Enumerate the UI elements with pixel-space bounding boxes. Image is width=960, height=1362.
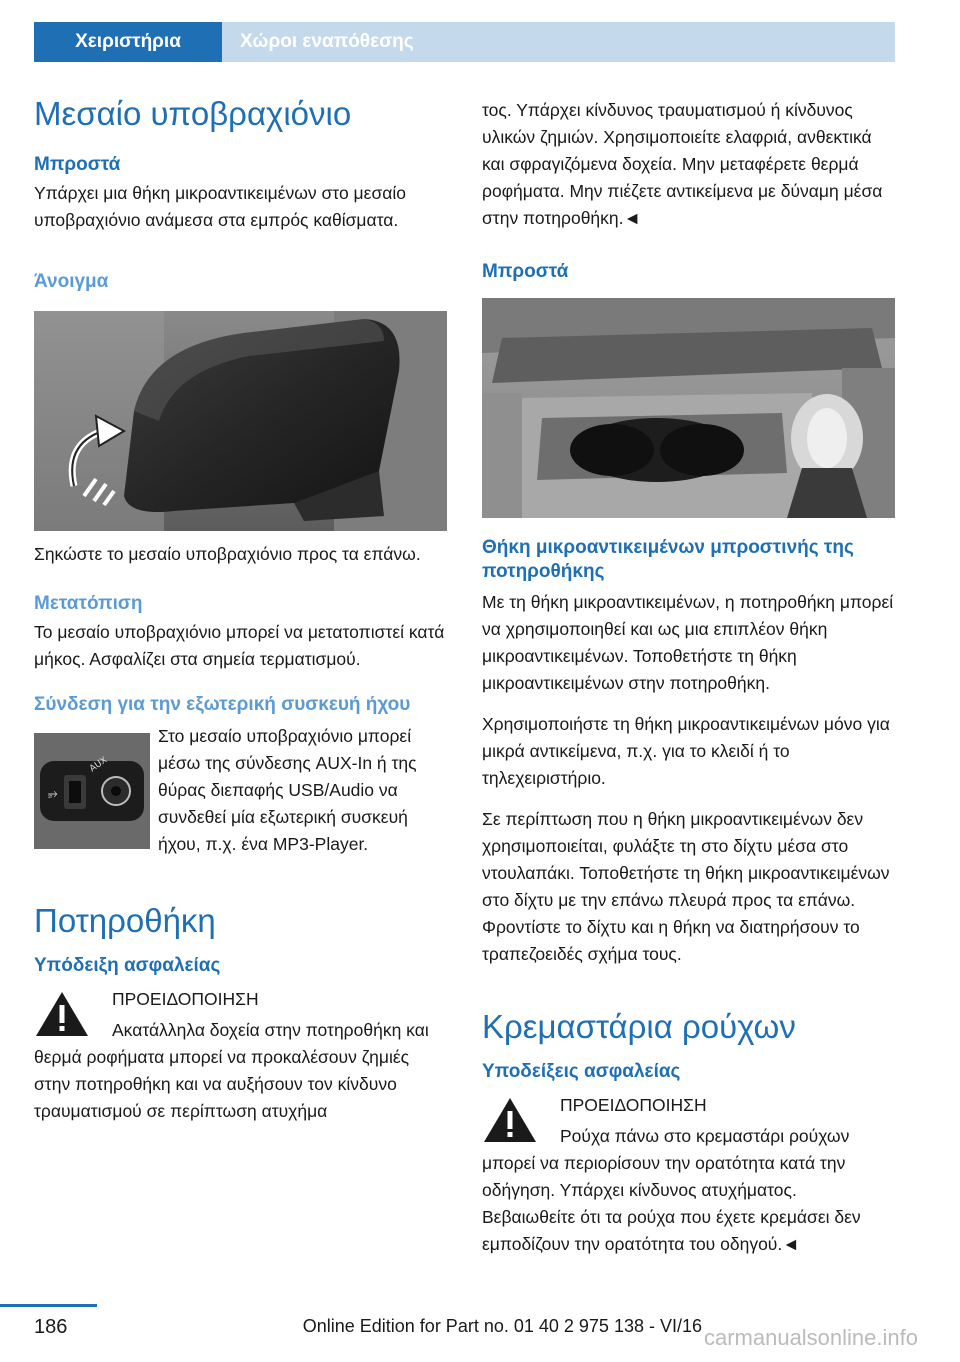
- aux-label: AUX: [88, 755, 110, 775]
- warning-label-hooks: ΠΡΟΕΙΔΟΠΟΙΗΣΗ: [560, 1094, 707, 1115]
- heading-front: Μπροστά: [34, 153, 121, 175]
- footer-rule: [0, 1304, 97, 1307]
- tray-text-1: Με τη θήκη μικροαντικειμένων, η ποτηροθήκη μπορεί να χρησιμοποιηθεί και ως μια επιπλέον θήκη μικροαντικειμένων. Τοποθετήστε τη θήκη μικροαντικειμένων στην ποτηροθήκη.: [482, 592, 894, 694]
- section-title-cupholder: Ποτηροθήκη: [34, 901, 216, 939]
- aux-text: Στο μεσαίο υποβραχιόνιο μπορεί μέσω της σύνδεσης AUX-In ή της θύρας διεπαφής USB/Audio να συνδεθεί μία εξωτερική συσκευή ήχου, π.χ. ένα MP3-Player.: [158, 725, 417, 854]
- aux-block: [34, 723, 447, 872]
- section-title-armrest: Μεσαίο υποβραχιόνιο: [34, 95, 352, 132]
- shift-text: Το μεσαίο υποβραχιόνιο μπορεί να μετατοπιστεί κατά μήκος. Ασφαλίζει στα σημεία τερματισμού.: [34, 622, 445, 670]
- armrest-photo: [34, 311, 447, 531]
- warning-text-hooks: Ρούχα πάνω στο κρεμαστάρι ρούχων μπορεί να περιορίσουν την ορατότητα κατά την οδήγηση. Υπάρχει κίνδυνος ατυχήματος. Βεβαιωθείτε ότι τα ρούχα που έχετε κρεμάσει δεν εμποδίζουν την ορατότητα του οδηγού.◄: [482, 1125, 861, 1254]
- tray-text-3: Σε περίπτωση που η θήκη μικροαντικειμένων δεν χρησιμοποιείται, φυλάξτε τη στο δίχτυ μέσα στο ντουλαπάκι. Τοποθετήστε τη θήκη μικροαντικειμένων στο δίχτυ με την επάνω πλευρά προς τα επάνω. Φροντίστε το δίχτυ και η θήκη να διατηρήσουν το τραπεζοειδές σχήμα τους.: [482, 809, 890, 965]
- warning-text: Ακατάλληλα δοχεία στην ποτηροθήκη και θερμά ροφήματα μπορεί να προκαλέσουν ζημιές στην ποτηροθήκη και να αυξήσουν τον κίνδυνο τραυματισμού σε περίπτωση ατυχήμα: [34, 1019, 429, 1121]
- warning-text-continued: τος. Υπάρχει κίνδυνος τραυματισμού ή κίνδυνος υλικών ζημιών. Χρησιμοποιείτε ελαφριά, ανθεκτικά και σφραγιζόμενα δοχεία. Μην μεταφέρετε θερμά ροφήματα. Μην πιέζετε αντικείμενα με δύναμη μέσα στην ποτηροθήκη.◄: [482, 100, 883, 228]
- left-column: [34, 95, 447, 1139]
- heading-opening: Άνοιγμα: [34, 270, 109, 292]
- warning-label: ΠΡΟΕΙΔΟΠΟΙΗΣΗ: [112, 988, 259, 1009]
- page-number: 186: [34, 1316, 68, 1338]
- warning-block-hooks: [482, 1092, 895, 1258]
- heading-tray: Θήκη μικροαντικειμένων μπροστινής της ποτηροθήκης: [482, 536, 854, 582]
- tab-storage: Χώροι εναπόθεσης: [222, 22, 895, 62]
- heading-shift: Μετατόπιση: [34, 593, 143, 615]
- cupholder-photo: [482, 298, 895, 518]
- heading-safety-note: Υπόδειξη ασφαλείας: [34, 954, 221, 976]
- aux-usb-illustration: [34, 733, 150, 849]
- warning-block-cupholder: [34, 986, 447, 1125]
- usb-icon: ⭈: [48, 785, 58, 800]
- heading-front-right: Μπροστά: [482, 261, 569, 282]
- tab-controls: Χειριστήρια: [34, 22, 222, 62]
- section-title-hooks: Κρεμαστάρια ρούχων: [482, 1008, 796, 1046]
- right-column: [482, 97, 895, 1272]
- tray-text-2: Χρησιμοποιήστε τη θήκη μικροαντικειμένων μόνο για μικρά αντικείμενα, π.χ. για το κλειδί ή το τηλεχειριστήριο.: [482, 714, 890, 789]
- aux-photo: [34, 733, 150, 849]
- cupholder-illustration: [482, 298, 895, 518]
- page-header: [0, 0, 895, 62]
- armrest-illustration: [34, 311, 447, 531]
- opening-text: Σηκώστε το μεσαίο υποβραχιόνιο προς τα επάνω.: [34, 544, 421, 565]
- heading-aux: Σύνδεση για την εξωτερική συσκευή ήχου: [34, 694, 411, 716]
- edition-text: Online Edition for Part no. 01 40 2 975 138 - VI/16: [302, 1316, 702, 1336]
- warning-triangle-icon: [34, 990, 90, 1038]
- watermark: carmanualsonline.info: [703, 1325, 918, 1350]
- heading-safety-notes: Υποδείξεις ασφαλείας: [482, 1061, 681, 1083]
- warning-triangle-icon: [482, 1096, 538, 1144]
- front-text: Υπάρχει μια θήκη μικροαντικειμένων στο μεσαίο υποβραχιόνιο ανάμεσα στα εμπρός καθίσματα.: [34, 182, 406, 230]
